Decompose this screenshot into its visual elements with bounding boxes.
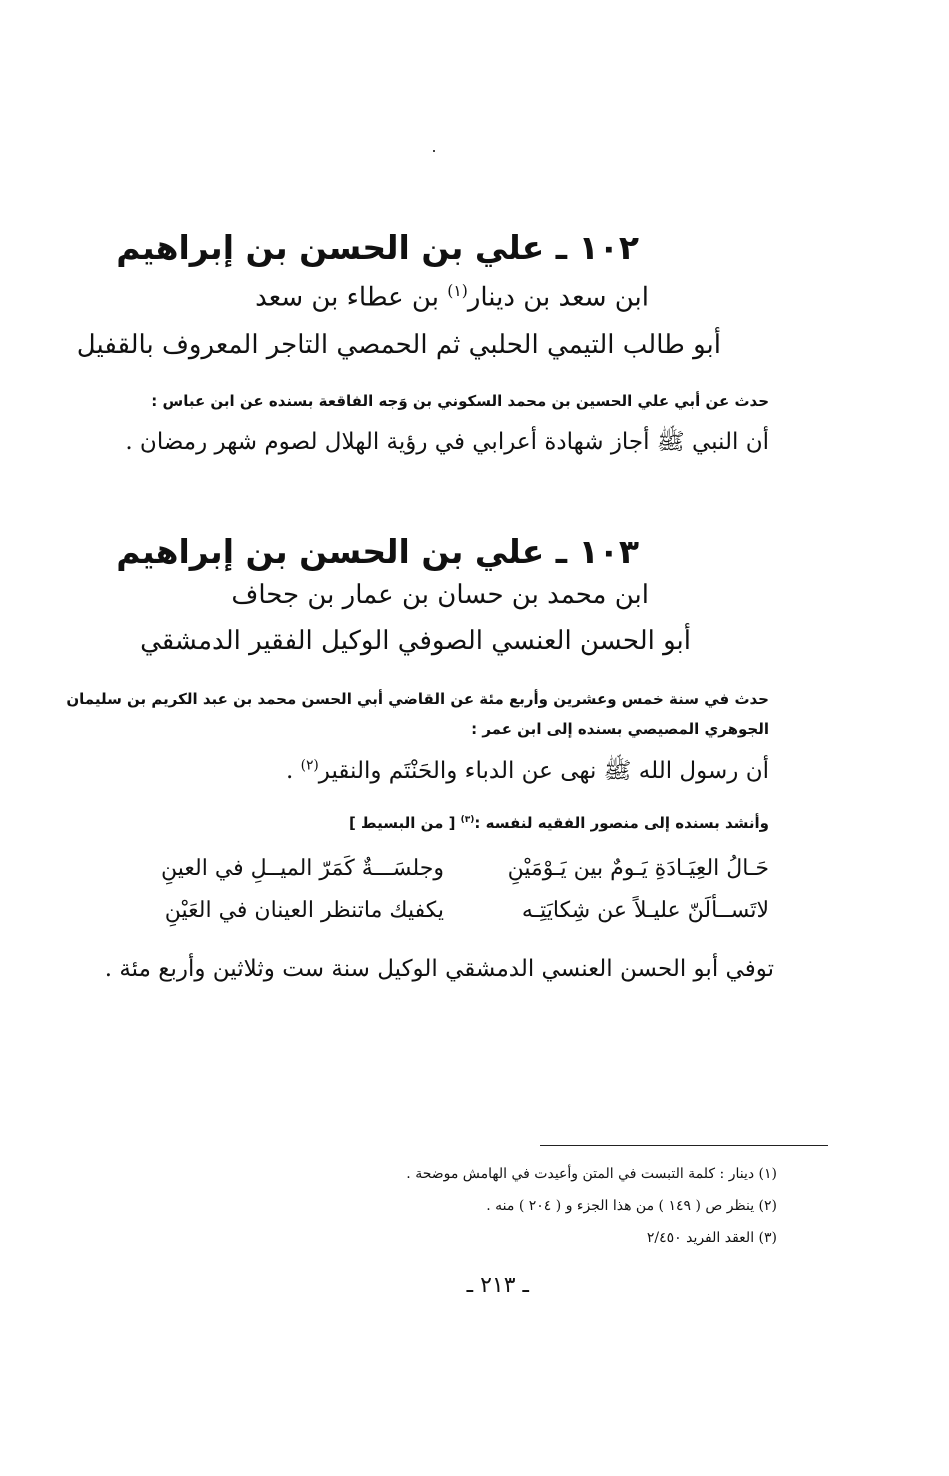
verse-2-first-hemistich: لاتَســألَنّ عليـلاً عن شِكايَتِـه [521,898,769,923]
footnote-marker: (٣) [460,815,475,825]
entry-title: ١٠٣ ـ علي بن الحسن بن إبراهيم [116,532,639,571]
hadith-text [286,756,769,790]
poem-meter: [ من البسيط ] [348,814,461,832]
hadith-end: . [285,758,301,784]
poem-intro [349,814,769,832]
isnad-line-1: حدث في سنة خمس وعشرين وأربع مئة عن القاضي أبي الحسن محمد بن عبد الكريم بن سليمان [66,690,769,708]
scan-speck [433,150,435,152]
footnote-3: (٣) العقد الفريد ٢/٤٥٠ [646,1230,777,1246]
verse-2-second-hemistich: يكفيك ماتنظر العينان في العَيْنِ [164,898,444,923]
verse-1-second-hemistich: وجلسَـــةٌ كَمَرّ الميــلِ في العينِ [161,856,444,881]
footnote-marker: (٢) [300,757,319,774]
entry-kunya: أبو طالب التيمي الحلبي ثم الحمصي التاجر المعروف بالقفيل [76,330,721,360]
lineage-part-a: ابن سعد بن دينار [467,282,649,313]
entry-kunya: أبو الحسن العنسي الصوفي الوكيل الفقير الدمشقي [140,626,691,656]
poem-intro-text: وأنشد بسنده إلى منصور الفقيه لنفسه : [474,814,769,832]
footnote-marker: (١) [447,282,468,300]
hadith-text: أن النبي ﷺ أجاز شهادة أعرابي في رؤية الهلال لصوم شهر رمضان . [125,429,769,455]
footnote-1: (١) دينار : كلمة التبست في المتن وأعيدت في الهامش موضحة . [406,1166,777,1182]
isnad-line-2: الجوهري المصيصي بسنده إلى ابن عمر : [471,720,769,738]
verse-1-first-hemistich: حَـالُ العِيَـادَةِ يَـومٌ بين يَـوْمَيْنِ [507,856,769,881]
footnote-2: (٢) ينظر ص ( ١٤٩ ) من هذا الجزء و ( ٢٠٤ ) منه . [486,1198,777,1214]
page-number: ـ ٢١٣ ـ [466,1273,529,1298]
entry-title: ١٠٢ ـ علي بن الحسن بن إبراهيم [116,228,639,267]
hadith-main: أن رسول الله ﷺ نهى عن الدباء والحَنْتَم والنقير [318,758,769,784]
death-note: توفي أبو الحسن العنسي الدمشقي الوكيل سنة ست وثلاثين وأربع مئة . [104,956,774,982]
lineage-part-b: بن عطاء بن سعد [255,282,448,313]
footnote-separator [540,1145,828,1146]
entry-lineage [255,282,649,313]
isnad-line: حدث عن أبي علي الحسين بن محمد السكوني بن وَجه الفاقعة بسنده عن ابن عباس : [151,392,769,410]
entry-lineage: ابن محمد بن حسان بن عمار بن جحاف [231,580,649,610]
